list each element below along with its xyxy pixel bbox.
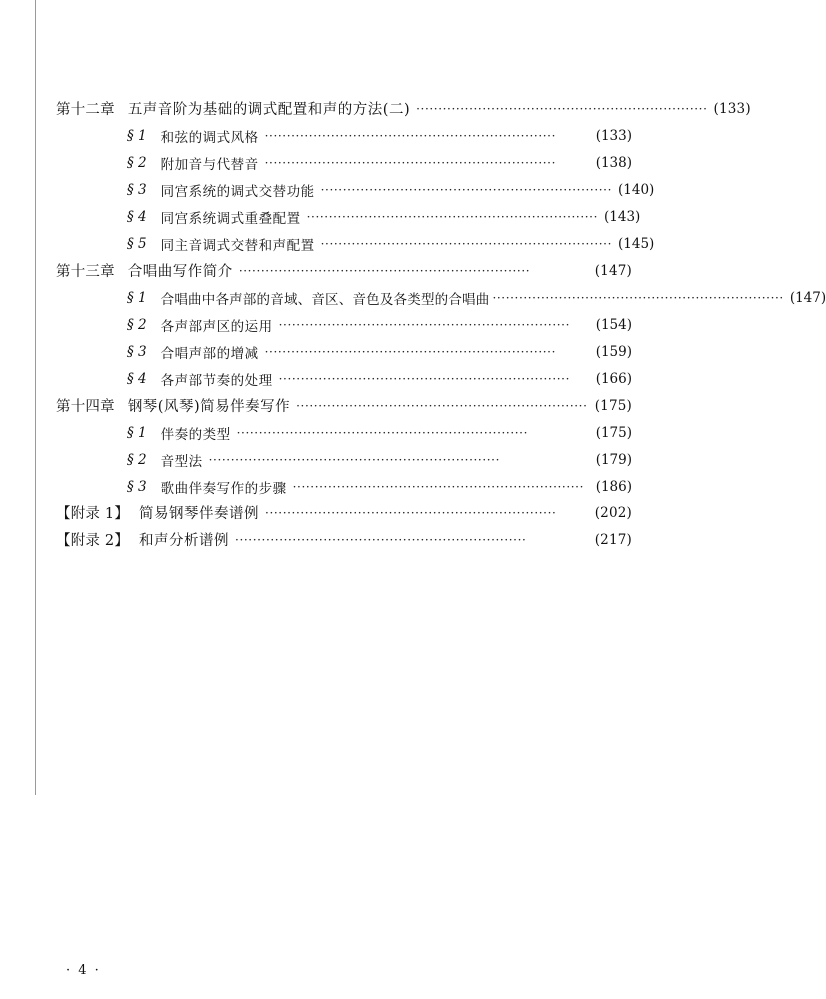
toc-section-13-1[interactable] bbox=[0, 284, 826, 311]
entry-title: 音型法 bbox=[160, 453, 203, 470]
entry-label: § 1 bbox=[127, 127, 147, 144]
toc-section-12-1[interactable] bbox=[0, 122, 649, 149]
entry-page: (140) bbox=[618, 181, 655, 198]
toc-section-14-2[interactable] bbox=[0, 446, 649, 473]
entry-title: 同宫系统的调式交替功能 bbox=[160, 183, 315, 200]
toc-section-14-1[interactable] bbox=[0, 419, 649, 446]
entry-title: 五声音阶为基础的调式配置和声的方法(二) bbox=[127, 102, 411, 118]
leader-dots: ·································································· bbox=[235, 532, 527, 547]
entry-page: (143) bbox=[604, 208, 641, 225]
entry-label: § 2 bbox=[127, 451, 147, 468]
toc-chapter-13[interactable] bbox=[0, 257, 649, 284]
entry-label: 第十二章 bbox=[56, 102, 115, 118]
entry-label: § 1 bbox=[127, 289, 147, 306]
leader-dots: ·································································· bbox=[264, 344, 556, 359]
entry-label: 【附录 2】 bbox=[56, 533, 130, 549]
leader-dots: ·································································· bbox=[278, 317, 570, 332]
toc-appendix-2[interactable] bbox=[0, 526, 649, 553]
entry-title: 歌曲伴奏写作的步骤 bbox=[160, 480, 287, 497]
entry-title: 合唱曲中各声部的音域、音区、音色及各类型的合唱曲 bbox=[160, 291, 490, 308]
leader-dots: ·································································· bbox=[278, 371, 570, 386]
entry-page: (175) bbox=[594, 397, 632, 414]
entry-label: § 1 bbox=[127, 424, 147, 441]
leader-dots: ·································································· bbox=[238, 263, 531, 278]
toc-section-12-4[interactable] bbox=[0, 203, 649, 230]
toc-section-12-2[interactable] bbox=[0, 149, 649, 176]
leader-dots: ·································································· bbox=[264, 155, 556, 170]
toc-section-13-2[interactable] bbox=[0, 311, 649, 338]
entry-page: (147) bbox=[789, 289, 826, 306]
toc-section-13-3[interactable] bbox=[0, 338, 649, 365]
entry-title: 各声部声区的运用 bbox=[160, 318, 273, 335]
entry-label: § 3 bbox=[127, 478, 147, 495]
page-number: · 4 · bbox=[66, 963, 101, 978]
entry-title: 和弦的调式风格 bbox=[160, 129, 259, 146]
leader-dots: ·································································· bbox=[296, 398, 588, 413]
toc-chapter-12[interactable] bbox=[0, 95, 751, 122]
leader-dots: ·································································· bbox=[264, 128, 556, 143]
entry-page: (147) bbox=[594, 262, 632, 279]
entry-title: 同宫系统调式重叠配置 bbox=[160, 210, 301, 227]
entry-label: 【附录 1】 bbox=[56, 506, 130, 522]
entry-label: § 5 bbox=[127, 235, 147, 252]
entry-page: (186) bbox=[595, 478, 632, 495]
entry-title: 合唱曲写作简介 bbox=[127, 264, 233, 280]
entry-label: § 4 bbox=[127, 208, 147, 225]
entry-label: § 4 bbox=[127, 370, 147, 387]
entry-page: (138) bbox=[595, 154, 632, 171]
entry-label: § 2 bbox=[127, 154, 147, 171]
toc-appendix-1[interactable] bbox=[0, 499, 649, 526]
entry-title: 各声部节奏的处理 bbox=[160, 372, 273, 389]
entry-page: (145) bbox=[618, 235, 655, 252]
entry-page: (154) bbox=[595, 316, 632, 333]
entry-title: 和声分析谱例 bbox=[139, 533, 230, 549]
entry-page: (133) bbox=[595, 127, 632, 144]
entry-page: (202) bbox=[594, 504, 632, 521]
leader-dots: ·································································· bbox=[208, 452, 500, 467]
toc-section-12-5[interactable] bbox=[0, 230, 655, 257]
entry-page: (179) bbox=[595, 451, 632, 468]
entry-title: 伴奏的类型 bbox=[160, 426, 231, 443]
leader-dots: ·································································· bbox=[236, 425, 528, 440]
entry-label: 第十三章 bbox=[56, 264, 115, 280]
toc-section-13-4[interactable] bbox=[0, 365, 649, 392]
leader-dots: ·································································· bbox=[292, 479, 584, 494]
entry-page: (159) bbox=[595, 343, 632, 360]
entry-title: 钢琴(风琴)简易伴奏写作 bbox=[127, 399, 291, 415]
entry-label: § 3 bbox=[127, 181, 147, 198]
entry-label: § 3 bbox=[127, 343, 147, 360]
leader-dots: ·································································· bbox=[265, 505, 557, 520]
entry-page: (217) bbox=[594, 531, 632, 548]
entry-title: 附加音与代替音 bbox=[160, 156, 259, 173]
entry-page: (166) bbox=[595, 370, 632, 387]
toc-section-12-3[interactable] bbox=[0, 176, 655, 203]
leader-dots: ·································································· bbox=[320, 182, 612, 197]
toc-section-14-3[interactable] bbox=[0, 473, 649, 500]
leader-dots: ·································································· bbox=[492, 290, 784, 305]
entry-label: 第十四章 bbox=[56, 399, 115, 415]
entry-page: (175) bbox=[595, 424, 632, 441]
leader-dots: ·································································· bbox=[306, 209, 598, 224]
leader-dots: ·································································· bbox=[320, 236, 612, 251]
entry-title: 简易钢琴伴奏谱例 bbox=[139, 506, 260, 522]
entry-page: (133) bbox=[713, 100, 751, 117]
leader-dots: ·································································· bbox=[416, 101, 708, 116]
entry-label: § 2 bbox=[127, 316, 147, 333]
toc-chapter-14[interactable] bbox=[0, 392, 649, 419]
entry-title: 同主音调式交替和声配置 bbox=[160, 237, 315, 254]
entry-title: 合唱声部的增减 bbox=[160, 345, 259, 362]
